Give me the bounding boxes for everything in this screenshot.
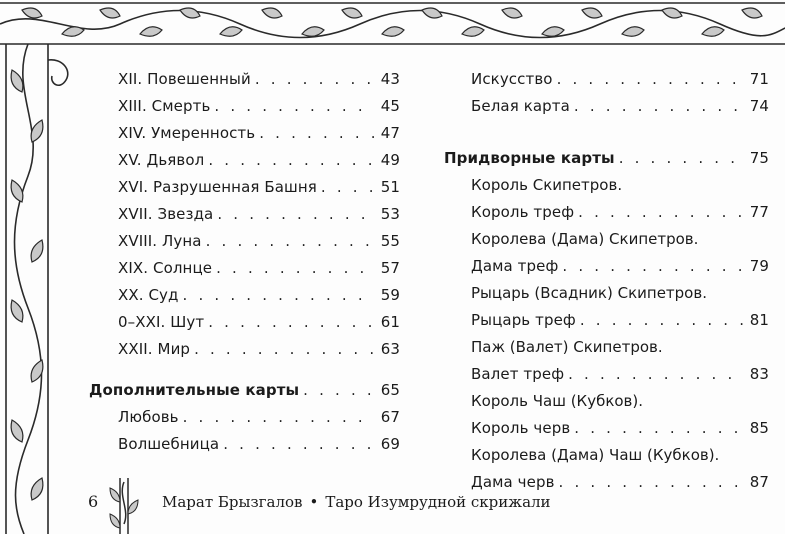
toc-entry-subtitle: Дама треф	[471, 257, 559, 275]
toc-entry-page: 75	[749, 149, 769, 167]
leader-dots	[574, 97, 743, 115]
toc-entry-title: XIX. Солнце	[118, 259, 213, 277]
toc-entry-page: 74	[749, 97, 769, 115]
toc-entry-title: XVII. Звезда	[118, 205, 214, 223]
toc-entry-page: 53	[380, 205, 400, 223]
toc-entry-title: XII. Повешенный	[118, 70, 251, 88]
toc-entry[interactable]	[118, 124, 400, 151]
toc-entry-title: XVIII. Луна	[118, 232, 202, 250]
leader-dots	[208, 313, 374, 331]
toc-entry[interactable]	[471, 230, 769, 284]
leader-dots	[223, 435, 374, 453]
toc-entry-title: Король Чаш (Кубков).	[471, 392, 644, 410]
toc-entry[interactable]	[471, 446, 769, 500]
toc-entry[interactable]	[118, 178, 400, 205]
toc-section-title: Придворные карты	[444, 149, 615, 167]
toc-entry-title: Белая карта	[471, 97, 570, 115]
toc-right-column	[444, 70, 769, 500]
leader-dots	[559, 473, 743, 491]
toc-entry-page: 65	[380, 381, 400, 399]
toc-section-title: Дополнительные карты	[89, 381, 300, 399]
leader-dots	[208, 151, 374, 169]
toc-left-column	[89, 70, 400, 462]
leader-dots	[259, 124, 374, 142]
leader-dots	[619, 149, 743, 167]
toc-entry[interactable]	[471, 392, 769, 446]
running-footer	[162, 493, 551, 511]
toc-entry-page: 81	[749, 311, 769, 329]
toc-entry[interactable]	[471, 338, 769, 392]
toc-entry-page: 59	[380, 286, 400, 304]
toc-entry-subtitle: Валет треф	[471, 365, 565, 383]
toc-entry[interactable]	[118, 259, 400, 286]
leader-dots	[321, 178, 374, 196]
leader-dots	[578, 203, 743, 221]
toc-entry-page: 49	[380, 151, 400, 169]
toc-entry-title: Король Скипетров.	[471, 176, 623, 194]
toc-entry-title: Любовь	[118, 408, 179, 426]
toc-entry[interactable]	[118, 205, 400, 232]
leader-dots	[214, 97, 374, 115]
toc-entry-subtitle: Дама черв	[471, 473, 555, 491]
toc-entry[interactable]	[118, 97, 400, 124]
leader-dots	[574, 419, 743, 437]
toc-section-heading[interactable]	[89, 381, 400, 408]
toc-entry[interactable]	[118, 70, 400, 97]
toc-entry-page: 61	[380, 313, 400, 331]
leader-dots	[557, 70, 743, 88]
toc-entry[interactable]	[471, 176, 769, 230]
toc-entry-title: Королева (Дама) Чаш (Кубков).	[471, 446, 720, 464]
toc-entry-title: XIII. Смерть	[118, 97, 211, 115]
toc-entry-page: 79	[749, 257, 769, 275]
leader-dots	[568, 365, 743, 383]
toc-entry-subtitle: Король черв	[471, 419, 571, 437]
leader-dots	[580, 311, 743, 329]
leader-dots	[216, 259, 374, 277]
toc-entry-title: Королева (Дама) Скипетров.	[471, 230, 699, 248]
toc-entry-title: Рыцарь (Всадник) Скипетров.	[471, 284, 707, 302]
toc-entry-title: XX. Суд	[118, 286, 179, 304]
toc-entry[interactable]	[118, 151, 400, 178]
leader-dots	[206, 232, 374, 250]
toc-entry-title: Волшебница	[118, 435, 220, 453]
leader-dots	[303, 381, 374, 399]
leader-dots	[217, 205, 374, 223]
page-number: 6	[88, 492, 99, 511]
leader-dots	[194, 340, 374, 358]
toc-entry-page: 77	[749, 203, 769, 221]
toc-entry-subtitle: Король треф	[471, 203, 575, 221]
toc-entry[interactable]	[118, 408, 400, 435]
toc-entry[interactable]	[118, 286, 400, 313]
footer-book-title: Таро Изумрудной скрижали	[325, 493, 551, 511]
toc-entry[interactable]	[471, 70, 769, 97]
toc-entry-title: XV. Дьявол	[118, 151, 205, 169]
leader-dots	[255, 70, 374, 88]
toc-entry-page: 85	[749, 419, 769, 437]
toc-entry-page: 45	[380, 97, 400, 115]
toc-entry-page: 55	[380, 232, 400, 250]
leader-dots	[562, 257, 743, 275]
toc-entry-page: 71	[749, 70, 769, 88]
toc-entry-page: 67	[380, 408, 400, 426]
toc-entry[interactable]	[118, 313, 400, 340]
toc-entry-page: 69	[380, 435, 400, 453]
toc-section-heading[interactable]	[444, 149, 769, 176]
toc-entry-page: 63	[380, 340, 400, 358]
toc-entry-page: 47	[380, 124, 400, 142]
toc-entry[interactable]	[471, 97, 769, 124]
toc-entry-page: 43	[380, 70, 400, 88]
toc-entry[interactable]	[118, 435, 400, 462]
leader-dots	[183, 286, 374, 304]
toc-entry-title: XXII. Мир	[118, 340, 191, 358]
toc-entry-page: 57	[380, 259, 400, 277]
toc-entry-subtitle: Рыцарь треф	[471, 311, 576, 329]
toc-entry[interactable]	[118, 340, 400, 367]
toc-entry[interactable]	[118, 232, 400, 259]
toc-entry-page: 87	[749, 473, 769, 491]
toc-entry-title: Паж (Валет) Скипетров.	[471, 338, 663, 356]
footer-separator: •	[309, 493, 319, 511]
toc-entry-title: Искусство	[471, 70, 553, 88]
leader-dots	[183, 408, 374, 426]
toc-entry-title: XIV. Умеренность	[118, 124, 256, 142]
toc-entry[interactable]	[471, 284, 769, 338]
toc-entry-title: 0–XXI. Шут	[118, 313, 205, 331]
footer-author: Марат Брызгалов	[162, 493, 303, 511]
toc-entry-title: XVI. Разрушенная Башня	[118, 178, 317, 196]
toc-entry-page: 83	[749, 365, 769, 383]
toc-entry-page: 51	[380, 178, 400, 196]
